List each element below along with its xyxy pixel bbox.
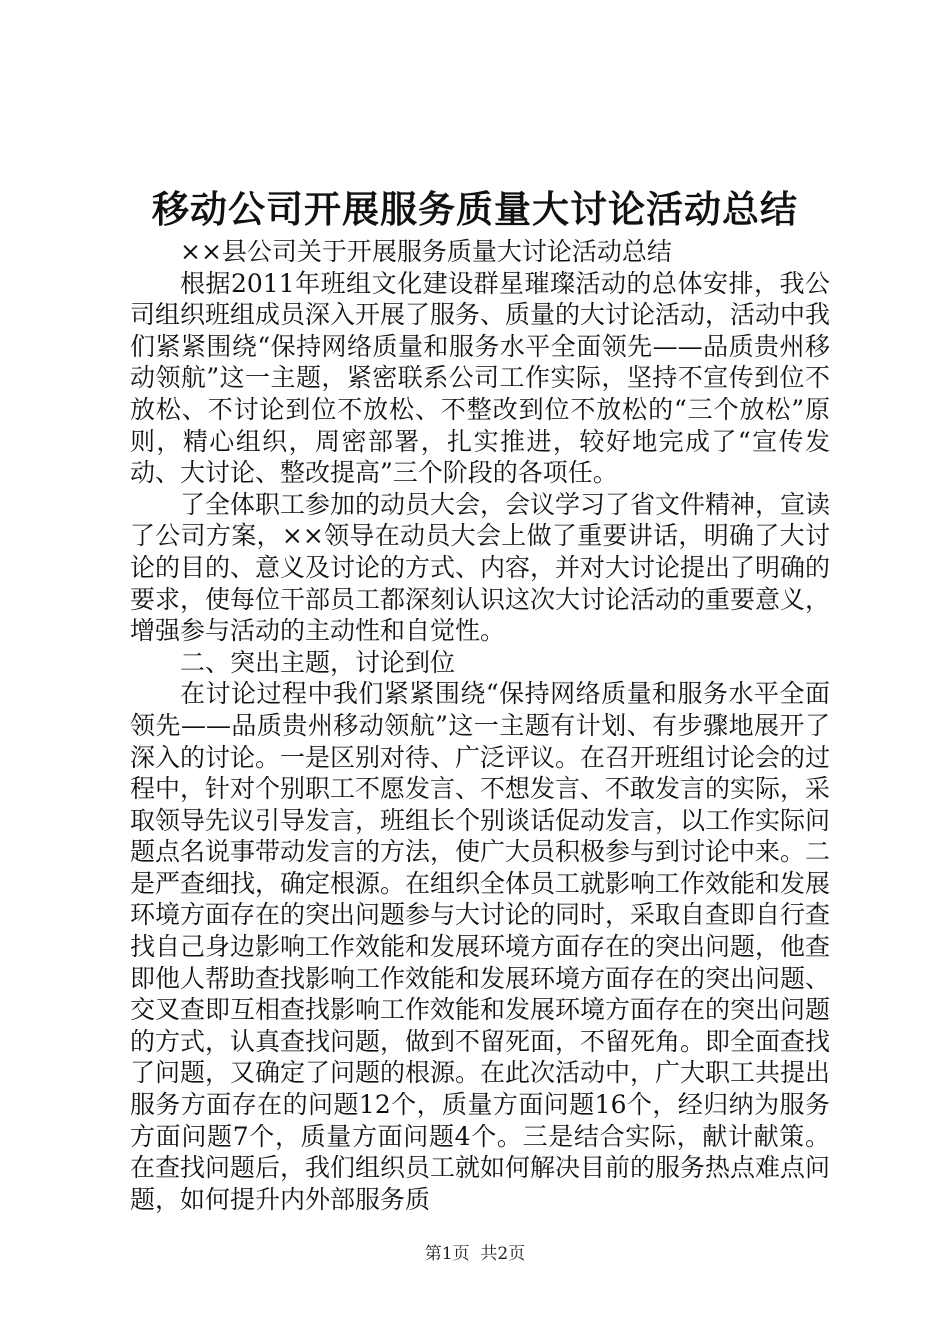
subtitle-paragraph: ××县公司关于开展服务质量大讨论活动总结 <box>180 237 672 266</box>
body-paragraph: 在讨论过程中我们紧紧围绕“保持网络质量和服务水平全面领先——品质贵州移动领航”这一主题有计划、有步骤地展开了深入的讨论。一是区别对待、广泛评议。在召开班组讨论会的过程中，针对个别职工不愿发言、不想发言、不敢发言的实际，采取领导先议引导发言，班组长个别谈话促动发言，以工作实际问题点名说事带动发言的方法，使广大员积极参与到讨论中来。二是严查细找，确定根源。在组织全体员工就影响工作效能和发展环境方面存在的突出问题参与大讨论的同时，采取自查即自行查找自己身边影响工作效能和发展环境方面存在的突出问题，他查即他人帮助查找影响工作效能和发展环境方面存在的突出问题、交叉查即互相查找影响工作效能和发展环境方面存在的突出问题的方式，认真查找问题，做到不留死面，不留死角。即全面查找了问题，又确定了问题的根源。在此次活动中，广大职工共提出服务方面存在的问题12个，质量方面问题16个，经归纳为服务方面问题7个，质量方面问题4个。三是结合实际，献计献策。在查找问题后，我们组织员工就如何解决目前的服务热点难点问题，如何提升内外部服务质 <box>130 679 831 1214</box>
body-paragraph: 了全体职工参加的动员大会，会议学习了省文件精神，宣读了公司方案，××领导在动员大会上做了重要讲话，明确了大讨论的目的、意义及讨论的方式、内容，并对大讨论提出了明确的要求，使每位干部员工都深刻认识这次大讨论活动的重要意义，增强参与活动的主动性和自觉性。 <box>130 489 831 646</box>
section-heading: 二、突出主题，讨论到位 <box>180 647 456 677</box>
page-footer <box>0 1242 950 1266</box>
body-paragraph: 根据2011年班组文化建设群星璀璨活动的总体安排，我公司组织班组成员深入开展了服务、质量的大讨论活动，活动中我们紧紧围绕“保持网络质量和服务水平全面领先——品质贵州移动领航”这一主题，紧密联系公司工作实际，坚持不宣传到位不放松、不讨论到位不放松、不整改到位不放松的“三个放松”原则，精心组织，周密部署，扎实推进，较好地完成了“宣传发动、大讨论、整改提高”三个阶段的各项任。 <box>130 268 831 488</box>
document-title: 移动公司开展服务质量大讨论活动总结 <box>152 188 798 231</box>
document-body <box>130 236 830 1215</box>
page-number: 第1页 共2页 <box>424 1244 526 1264</box>
